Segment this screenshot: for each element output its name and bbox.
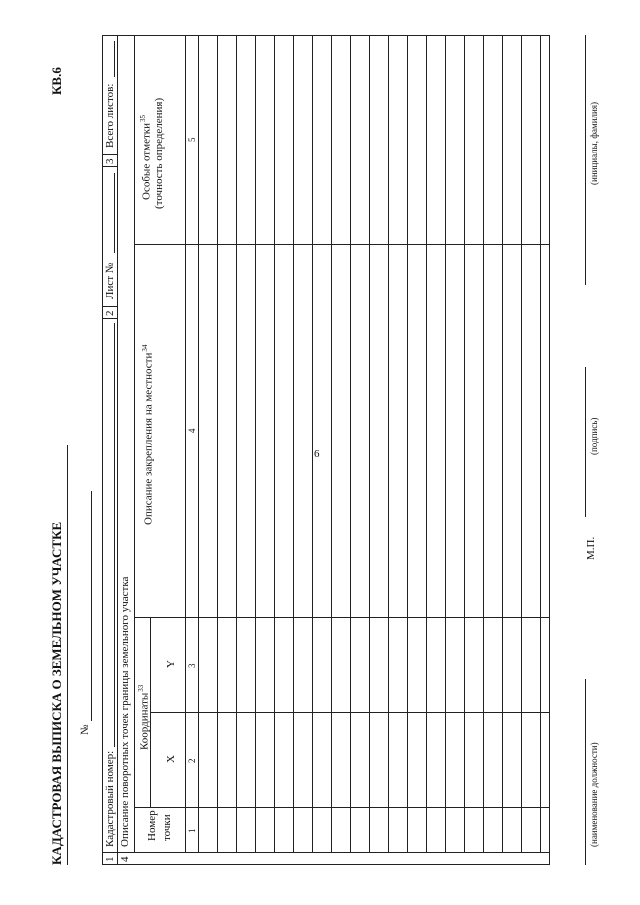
coordinates-label: Координаты	[138, 692, 151, 750]
table-row-line	[331, 35, 332, 853]
fixing-description-label: Описание закрепления на местности	[142, 352, 155, 525]
table-row-line	[312, 35, 313, 853]
page-number: 6	[314, 448, 320, 460]
total-sheets-line	[114, 41, 115, 77]
table-row-line	[426, 35, 427, 853]
seal-label: М.П.	[585, 536, 597, 560]
form-title: КАДАСТРОВАЯ ВЫПИСКА О ЗЕМЕЛЬНОМ УЧАСТКЕ	[49, 521, 64, 865]
form-code: КВ.6	[49, 67, 64, 95]
cell2-right-line	[102, 306, 117, 307]
column-number-1: 1	[187, 828, 197, 833]
table-row-line	[521, 35, 522, 853]
table-row-line	[217, 35, 218, 853]
signature-line	[585, 367, 586, 517]
table-row-line	[407, 35, 408, 853]
table-row-line	[255, 35, 256, 853]
frame-top	[102, 35, 103, 865]
special-marks-label: Особые отметки	[140, 123, 153, 200]
description-column-line	[134, 244, 550, 245]
position-caption: (наименование должности)	[589, 742, 599, 847]
point-number-header-line2: точки	[161, 814, 173, 841]
x-header: X	[165, 755, 177, 763]
table-row-line	[502, 35, 503, 853]
name-caption: (инициалы, фамилия)	[589, 102, 599, 185]
sheet-number-line	[114, 173, 115, 253]
table-row-line	[350, 35, 351, 853]
fixing-description-header	[142, 345, 155, 525]
table-row-line	[464, 35, 465, 853]
table-row-line	[483, 35, 484, 853]
special-marks-subheader: (точность определения)	[153, 97, 165, 209]
table-row-line	[369, 35, 370, 853]
cadastral-number-label: Кадастровый номер:	[104, 750, 116, 847]
special-marks-header	[140, 115, 153, 200]
cell3-right-line	[102, 154, 117, 155]
table-row-line	[293, 35, 294, 853]
coordinates-footnote: 33	[137, 684, 145, 692]
cell-3: 3	[104, 158, 116, 164]
title-underline	[67, 445, 68, 865]
column-number-4: 4	[187, 428, 197, 433]
table-row-line	[236, 35, 237, 853]
coordinates-column-line	[134, 617, 550, 618]
sheet-number-label: Лист №	[104, 262, 116, 299]
cadastral-number-line	[114, 323, 115, 747]
table-row-line	[540, 35, 541, 853]
cell3-left-line	[102, 166, 117, 167]
column-number-3: 3	[187, 663, 197, 668]
total-sheets-label: Всего листов:	[104, 83, 116, 148]
position-line	[585, 679, 586, 865]
point-column-line	[134, 807, 550, 808]
column-numbers-bottom-line	[198, 35, 199, 853]
signature-caption: (подпись)	[589, 417, 599, 455]
cell-2: 2	[104, 310, 116, 316]
header-row-line	[117, 35, 118, 865]
point-number-header-line1: Номер	[146, 810, 158, 841]
column-number-2: 2	[187, 758, 197, 763]
coordinates-header	[138, 685, 151, 750]
doc-number-label: №	[79, 724, 91, 735]
doc-number-line	[91, 491, 92, 721]
frame-left	[102, 864, 550, 865]
section-title: Описание поворотных точек границы земельного участка	[119, 576, 131, 847]
table-row-line	[388, 35, 389, 853]
column-number-5: 5	[187, 137, 197, 142]
section-number: 4	[119, 856, 131, 862]
frame-bottom	[549, 35, 550, 865]
y-header: Y	[165, 660, 177, 668]
column-numbers-top-line	[185, 35, 186, 853]
table-row-line	[445, 35, 446, 853]
table-row-line	[274, 35, 275, 853]
special-marks-footnote: 35	[139, 115, 147, 122]
fixing-description-footnote: 34	[141, 344, 149, 352]
name-line	[585, 35, 586, 285]
cell2-left-line	[102, 318, 117, 319]
cell-1: 1	[104, 856, 116, 862]
table-header-line	[134, 35, 135, 853]
cadastral-extract-form	[30, 15, 610, 885]
